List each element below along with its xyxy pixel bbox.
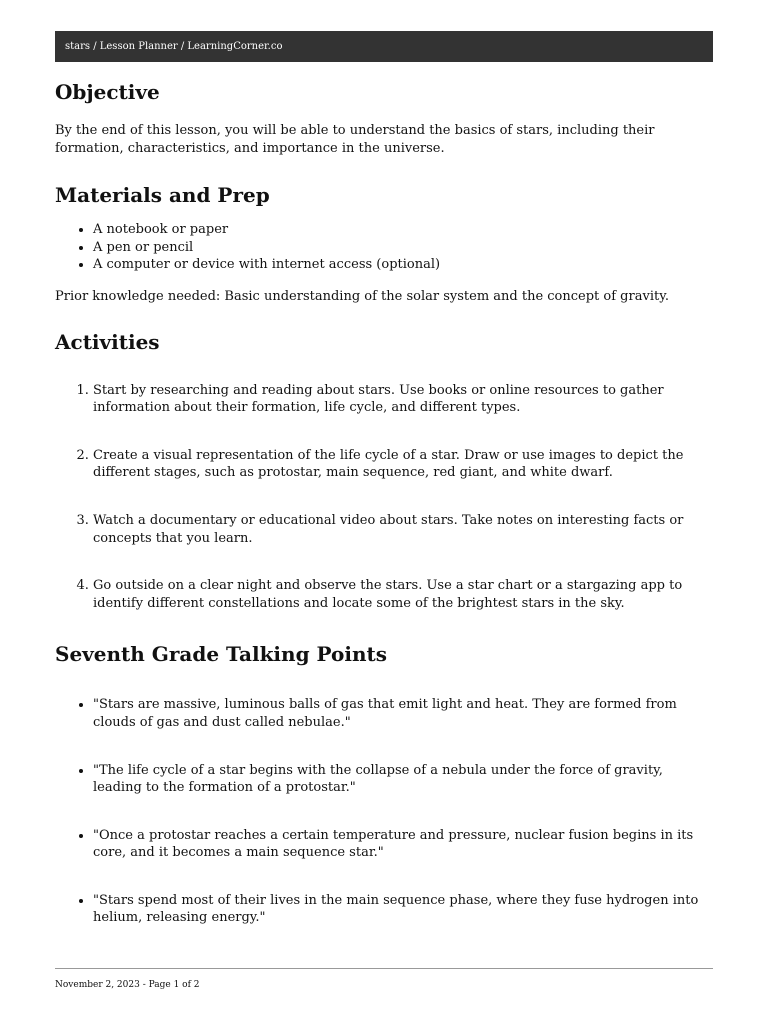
talking-point-item: • "Stars are massive, luminous balls of gas that emit light and heat. They are formed from clouds of gas and dust called nebulae." (93, 696, 715, 731)
activity-item: 4. Go outside on a clear night and observe the stars. Use a star chart or a stargazing app to identify different constellations and locate some of the brightest stars in the sky. (93, 577, 715, 612)
activity-item: 2. Create a visual representation of the life cycle of a star. Draw or use images to depict the different stages, such as protostar, main sequence, red giant, and white dwarf. (93, 447, 715, 482)
activities-heading: Activities (55, 329, 160, 354)
objective-text: By the end of this lesson, you will be able to understand the basics of stars, including their formation, characteristics, and importance in the universe. (55, 123, 655, 156)
talking-points-list (55, 696, 715, 927)
activity-item: 3. Watch a documentary or educational video about stars. Take notes on interesting facts or concepts that you learn. (93, 512, 715, 547)
page-footer: November 2, 2023 - Page 1 of 2 (55, 980, 200, 990)
talking-point-item: • "Once a protostar reaches a certain temperature and pressure, nuclear fusion begins in its core, and it becomes a main sequence star." (93, 827, 715, 862)
materials-list (55, 221, 715, 274)
materials-item: • A pen or pencil (93, 239, 715, 257)
talking-point-item: • "Stars spend most of their lives in the main sequence phase, where they fuse hydrogen into helium, releasing energy." (93, 892, 715, 927)
breadcrumb: stars / Lesson Planner / LearningCorner.co (65, 41, 283, 52)
breadcrumb-bar (55, 31, 713, 62)
footer-divider (55, 968, 713, 969)
activity-item: 1. Start by researching and reading about stars. Use books or online resources to gather information about their formation, life cycle, and different types. (93, 382, 715, 417)
activities-list (55, 382, 715, 613)
talking-points-heading: Seventh Grade Talking Points (55, 642, 387, 667)
materials-item: • A computer or device with internet access (optional) (93, 256, 715, 274)
materials-heading: Materials and Prep (55, 183, 270, 208)
materials-item: • A notebook or paper (93, 221, 715, 239)
lesson-content (55, 78, 715, 927)
prior-knowledge-text: Prior knowledge needed: Basic understanding of the solar system and the concept of gravity. (55, 288, 669, 304)
talking-point-item: • "The life cycle of a star begins with the collapse of a nebula under the force of gravity, leading to the formation of a protostar." (93, 762, 715, 797)
objective-heading: Objective (55, 80, 160, 104)
